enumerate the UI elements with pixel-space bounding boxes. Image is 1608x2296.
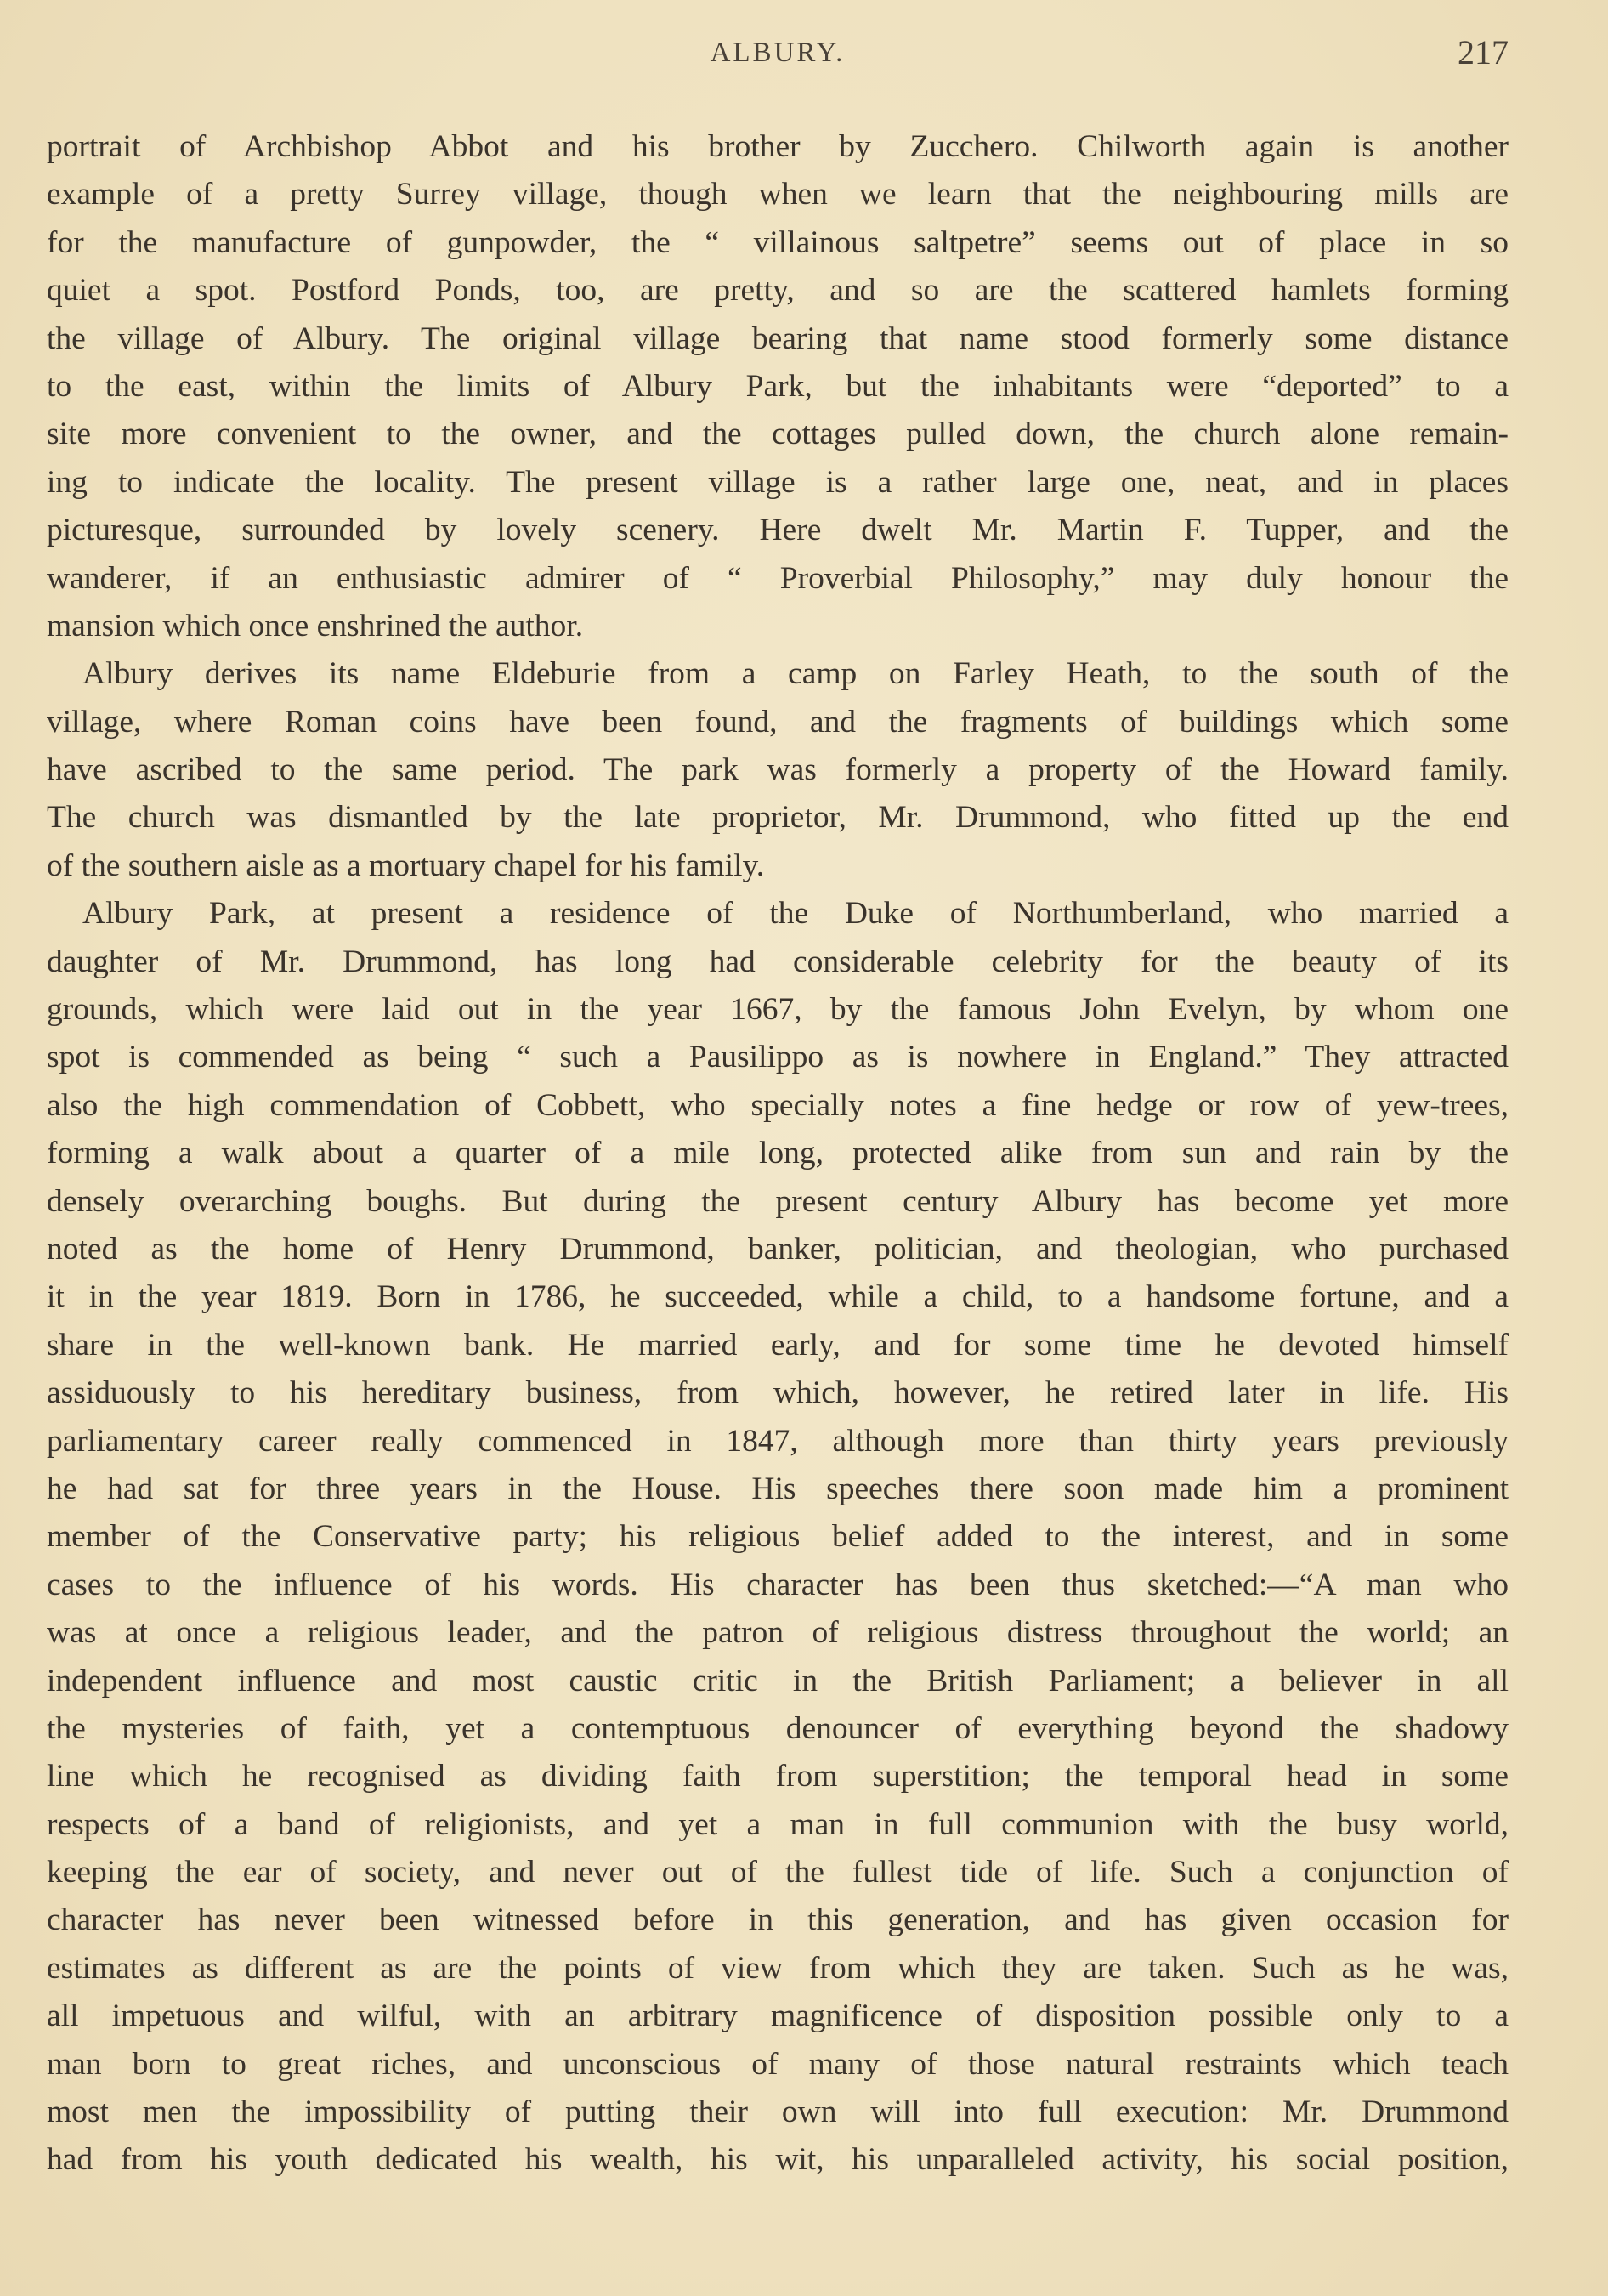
text-line: wanderer, if an enthusiastic admirer of “ Proverbial Philosophy,” may duly honour the — [47, 560, 1509, 596]
text-line: ing to indicate the locality. The present village is a rather large one, neat, and in places — [47, 464, 1509, 500]
text-line: example of a pretty Surrey village, though when we learn that the neighbouring mills are — [47, 177, 1509, 213]
text-line: to the east, within the limits of Albury Park, but the inhabitants were “deported” to a — [47, 368, 1509, 404]
text-line: site more convenient to the owner, and the cottages pulled down, the church alone remain- — [47, 417, 1509, 452]
text-line: village, where Roman coins have been found, and the fragments of buildings which some — [47, 704, 1509, 740]
paragraph-end-line: mansion which once enshrined the author. — [47, 608, 584, 643]
text-line: keeping the ear of society, and never out of the fullest tide of life. Such a conjunction of — [47, 1855, 1509, 1891]
text-line: the village of Albury. The original village bearing that name stood formerly some distance — [47, 320, 1509, 356]
text-line: for the manufacture of gunpowder, the “ villainous saltpetre” seems out of place in so — [47, 224, 1509, 260]
text-line: noted as the home of Henry Drummond, banker, politician, and theologian, who purchased — [47, 1231, 1509, 1267]
text-line: The church was dismantled by the late proprietor, Mr. Drummond, who fitted up the end — [47, 800, 1509, 836]
text-line: had from his youth dedicated his wealth, his wit, his unparalleled activity, his social position, — [47, 2142, 1509, 2178]
text-line: portrait of Archbishop Abbot and his brother by Zucchero. Chilworth again is another — [47, 129, 1509, 164]
text-line: picturesque, surrounded by lovely scenery. Here dwelt Mr. Martin F. Tupper, and the — [47, 513, 1509, 548]
text-line: respects of a band of religionists, and yet a man in full communion with the busy world, — [47, 1806, 1509, 1842]
paragraph-start-line: Albury Park, at present a residence of the Duke of Northumberland, who married a — [82, 896, 1509, 932]
text-line: grounds, which were laid out in the year 1667, by the famous John Evelyn, by whom one — [47, 992, 1509, 1028]
page-header — [47, 33, 1509, 80]
text-line: he had sat for three years in the House. His speeches there soon made him a prominent — [47, 1471, 1509, 1506]
running-title: ALBURY. — [710, 37, 846, 68]
text-line: most men the impossibility of putting their own will into full execution: Mr. Drummond — [47, 2095, 1509, 2130]
text-line: estimates as different as are the points of view from which they are taken. Such as he was, — [47, 1950, 1509, 1986]
text-line: assiduously to his hereditary business, from which, however, he retired later in life. His — [47, 1375, 1509, 1411]
text-line: member of the Conservative party; his religious belief added to the interest, and in some — [47, 1519, 1509, 1555]
text-line: have ascribed to the same period. The park was formerly a property of the Howard family. — [47, 752, 1509, 788]
body-text — [47, 123, 1509, 2185]
text-line: daughter of Mr. Drummond, has long had considerable celebrity for the beauty of its — [47, 944, 1509, 979]
paragraph-end-line: of the southern aisle as a mortuary chapel for his family. — [47, 848, 765, 883]
page-number: 217 — [1458, 33, 1509, 71]
text-line: all impetuous and wilful, with an arbitrary magnificence of disposition possible only to a — [47, 1998, 1509, 2034]
text-line: quiet a spot. Postford Ponds, too, are pretty, and so are the scattered hamlets forming — [47, 273, 1509, 309]
text-line: densely overarching boughs. But during the present century Albury has become yet more — [47, 1183, 1509, 1219]
text-line: forming a walk about a quarter of a mile long, protected alike from sun and rain by the — [47, 1136, 1509, 1171]
text-line: it in the year 1819. Born in 1786, he succeeded, while a child, to a handsome fortune, and a — [47, 1279, 1509, 1315]
text-line: was at once a religious leader, and the patron of religious distress throughout the world; an — [47, 1615, 1509, 1651]
text-line: the mysteries of faith, yet a contemptuous denouncer of everything beyond the shadowy — [47, 1710, 1509, 1746]
text-line: independent influence and most caustic critic in the British Parliament; a believer in all — [47, 1663, 1509, 1698]
text-line: also the high commendation of Cobbett, who specially notes a fine hedge or row of yew-trees, — [47, 1087, 1509, 1123]
text-line: man born to great riches, and unconscious of many of those natural restraints which teach — [47, 2046, 1509, 2082]
text-line: share in the well-known bank. He married early, and for some time he devoted himself — [47, 1327, 1509, 1363]
text-line: parliamentary career really commenced in 1847, although more than thirty years previously — [47, 1423, 1509, 1459]
text-line: spot is commended as being “ such a Pausilippo as is nowhere in England.” They attracted — [47, 1040, 1509, 1075]
text-line: character has never been witnessed before in this generation, and has given occasion for — [47, 1902, 1509, 1938]
paragraph-start-line: Albury derives its name Eldeburie from a camp on Farley Heath, to the south of the — [82, 656, 1509, 692]
text-line: cases to the influence of his words. His character has been thus sketched:—“A man who — [47, 1567, 1509, 1602]
text-line: line which he recognised as dividing faith from superstition; the temporal head in some — [47, 1759, 1509, 1794]
